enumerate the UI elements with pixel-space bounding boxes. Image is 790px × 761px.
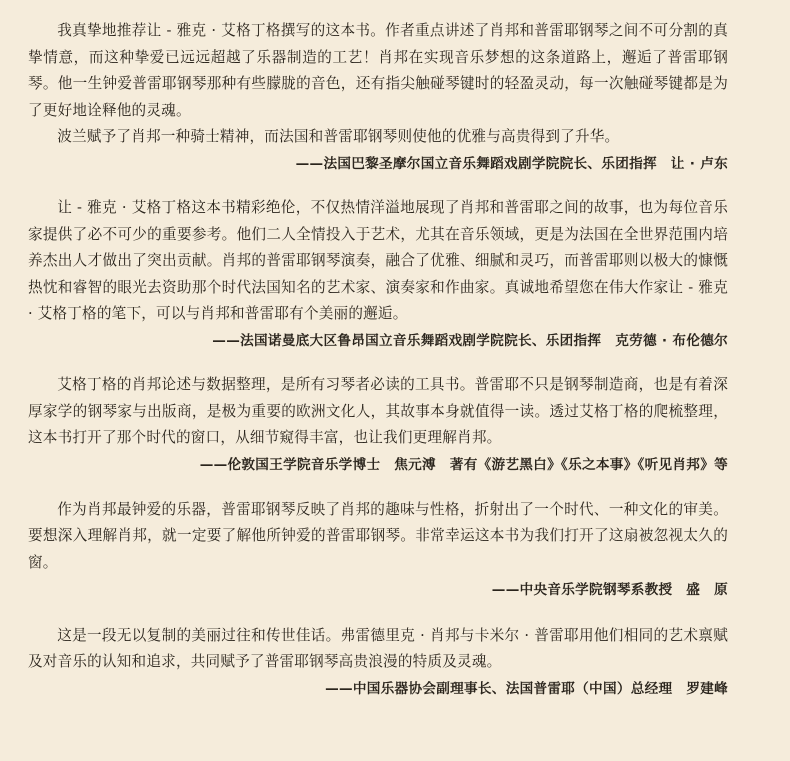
endorsement-paragraph: 作为肖邦最钟爱的乐器，普雷耶钢琴反映了肖邦的趣味与性格，折射出了一个时代、一种文化的审美。要想深入理解肖邦，就一定要了解他所钟爱的普雷耶钢琴。非常幸运这本书为我们打开了这扇被忽视太久的窗。 (28, 500, 728, 571)
endorsement-sheng-yuan (28, 497, 728, 603)
endorsement-paragraph: 艾格丁格的肖邦论述与数据整理，是所有习琴者必读的工具书。普雷耶不只是钢琴制造商，也是有着深厚家学的钢琴家与出版商，是极为重要的欧洲文化人，其故事本身就值得一读。透过艾格丁格的爬梳整理，这本书打开了那个时代的窗口，从细节窥得丰富，也让我们更理解肖邦。 (28, 375, 728, 447)
endorsement-jiao-yuanpu (28, 372, 728, 478)
endorsement-paragraph: 波兰赋予了肖邦一种骑士精神，而法国和普雷耶钢琴则使他的优雅与高贵得到了升华。 (57, 128, 620, 146)
endorsement-luo-jianfeng (28, 623, 728, 702)
endorsement-paragraph: 这是一段无以复制的美丽过往和传世佳话。弗雷德里克 · 肖邦与卡米尔 · 普雷耶用他们相同的艺术禀赋及对音乐的认知和追求，共同赋予了普雷耶钢琴高贵浪漫的特质及灵魂。 (28, 626, 728, 671)
endorsement-ludong (28, 18, 728, 177)
endorsement-attribution: ——法国巴黎圣摩尔国立音乐舞蹈戏剧学院院长、乐团指挥 让 · 卢东 (295, 155, 728, 172)
endorsement-attribution: ——伦敦国王学院音乐学博士 焦元溥 著有《游艺黑白》《乐之本事》《听见肖邦》等 (199, 456, 728, 473)
endorsement-attribution: ——中国乐器协会副理事长、法国普雷耶（中国）总经理 罗建峰 (325, 680, 728, 697)
endorsement-attribution: ——法国诺曼底大区鲁昂国立音乐舞蹈戏剧学院院长、乐团指挥 克劳德 · 布伦德尔 (212, 332, 728, 349)
endorsement-attribution: ——中央音乐学院钢琴系教授 盛 原 (491, 581, 728, 598)
endorsement-paragraph: 让 - 雅克 · 艾格丁格这本书精彩绝伦，不仅热情洋溢地展现了肖邦和普雷耶之间的故事，也为每位音乐家提供了必不可少的重要参考。他们二人全情投入于艺术，尤其在音乐领域，更是为法国在全世界范围内培养杰出人才做出了突出贡献。肖邦的普雷耶钢琴演奏，融合了优雅、细腻和灵巧，而普雷耶则以极大的慷慨热忱和睿智的眼光去资助那个时代法国知名的艺术家、演奏家和作曲家。真诚地希望您在伟大作家让 - 雅克 · 艾格丁格的笔下，可以与肖邦和普雷耶有个美丽的邂逅。 (28, 198, 728, 323)
endorsement-paragraph: 我真挚地推荐让 - 雅克 · 艾格丁格撰写的这本书。作者重点讲述了肖邦和普雷耶钢琴之间不可分割的真挚情意，而这种挚爱已远远超越了乐器制造的工艺！肖邦在实现音乐梦想的这条道路上，邂逅了普雷耶钢琴。他一生钟爱普雷耶钢琴那种有些朦胧的音色，还有指尖触碰琴键时的轻盈灵动，每一次触碰琴键都是为了更好地诠释他的灵魂。 (28, 22, 728, 119)
endorsement-brendel (28, 195, 728, 354)
